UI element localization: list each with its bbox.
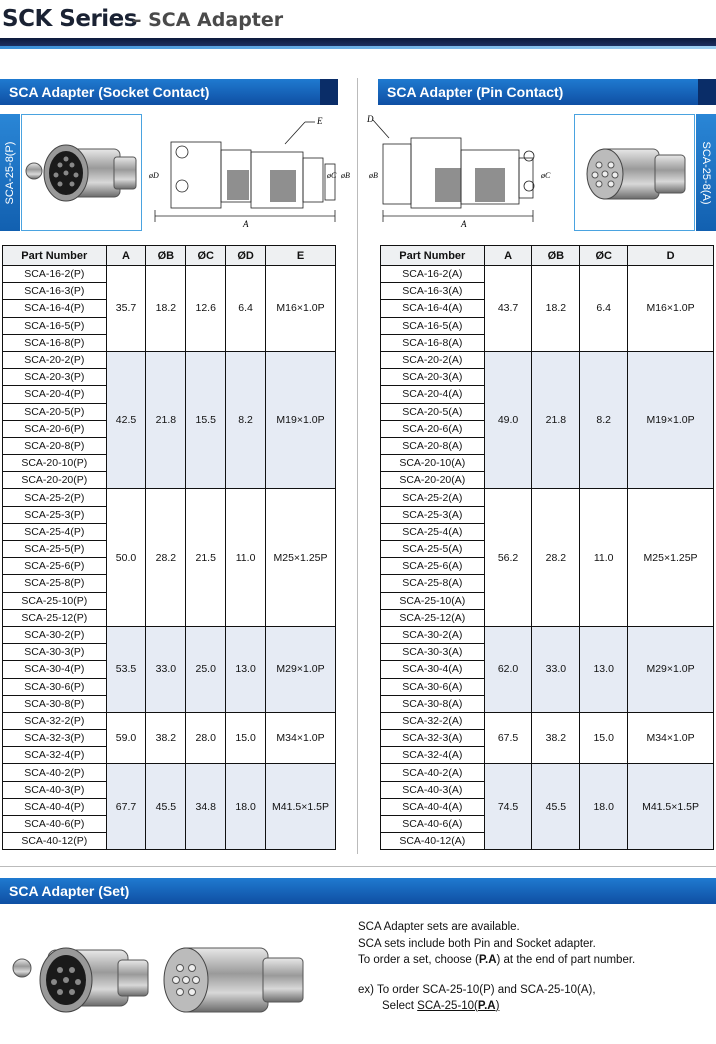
table-row [381,712,714,729]
table-row [381,626,714,643]
part-number-cell: SCA-30-2(P) [3,626,107,643]
part-number-cell: SCA-30-8(A) [381,695,485,712]
part-number-cell: SCA-20-6(P) [3,420,107,437]
part-number-cell: SCA-30-6(A) [381,678,485,695]
part-number-cell: SCA-20-20(P) [3,472,107,489]
spec-value-c: 18.0 [580,764,628,850]
socket-table-header [3,246,336,266]
dim-label-d: øD [149,171,159,180]
socket-section-title [0,79,338,105]
spec-value-d: 8.2 [226,351,266,489]
set-line-3-code: P.A [478,954,497,966]
spec-value-a: 56.2 [484,489,532,627]
spec-value-b: 21.8 [532,351,580,489]
spec-value-c: 28.0 [186,712,226,764]
socket-title-text: SCA Adapter (Socket Contact) [9,84,210,100]
spec-value-a: 62.0 [484,626,532,712]
table-row [381,351,714,368]
spec-value-a: 67.5 [484,712,532,764]
part-number-cell: SCA-20-8(P) [3,437,107,454]
socket-drawing-svg [145,112,355,232]
part-number-cell: SCA-20-3(A) [381,369,485,386]
part-number-cell: SCA-40-3(P) [3,781,107,798]
column-header: ØB [532,246,580,266]
dim-label-b: øB [369,171,378,180]
part-number-cell: SCA-25-3(A) [381,506,485,523]
column-divider [357,78,358,854]
header-bar [0,38,716,46]
part-number-cell: SCA-20-6(A) [381,420,485,437]
spec-value-c: 15.5 [186,351,226,489]
socket-adapter-image [22,115,142,231]
title-accent [698,79,716,105]
spec-value-c: 34.8 [186,764,226,850]
dim-label-b: øB [341,171,350,180]
part-number-cell: SCA-32-2(A) [381,712,485,729]
part-number-cell: SCA-32-2(P) [3,712,107,729]
part-number-cell: SCA-16-3(A) [381,283,485,300]
pin-table-header [381,246,714,266]
spec-value-d: M25×1.25P [628,489,714,627]
part-number-cell: SCA-30-3(P) [3,644,107,661]
socket-side-label-text: SCA-25-8(P) [4,141,16,204]
set-line-3-pre: To order a set, choose ( [358,954,479,966]
part-number-cell: SCA-30-6(P) [3,678,107,695]
dim-label-a: A [461,219,467,229]
part-number-cell: SCA-40-4(A) [381,798,485,815]
spec-value-a: 42.5 [106,351,146,489]
pin-spec-table [380,245,714,850]
part-number-cell: SCA-32-3(A) [381,730,485,747]
spec-value-d: M29×1.0P [628,626,714,712]
part-number-cell: SCA-30-4(A) [381,661,485,678]
part-number-cell: SCA-25-12(P) [3,609,107,626]
set-example-part-close: ) [495,1000,500,1012]
part-number-cell: SCA-16-4(A) [381,300,485,317]
column-header: ØD [226,246,266,266]
dim-label-a: A [243,219,249,229]
spec-value-b: 38.2 [532,712,580,764]
column-header: Part Number [3,246,107,266]
part-number-cell: SCA-40-2(P) [3,764,107,781]
set-description [358,919,635,1015]
set-line-3-post: ) at the end of part number. [496,954,636,966]
spec-value-e: M25×1.25P [266,489,336,627]
table-row [3,351,336,368]
spec-value-c: 15.0 [580,712,628,764]
set-example-part-base: SCA-25-10( [417,1000,478,1012]
part-number-cell: SCA-16-5(A) [381,317,485,334]
part-number-cell: SCA-16-2(A) [381,266,485,283]
part-number-cell: SCA-25-4(A) [381,523,485,540]
pin-title-text: SCA Adapter (Pin Contact) [387,84,564,100]
part-number-cell: SCA-25-12(A) [381,609,485,626]
spec-value-e: M16×1.0P [266,266,336,352]
spec-value-d: 11.0 [226,489,266,627]
table-row [3,626,336,643]
column-header: D [628,246,714,266]
pin-section-title [378,79,716,105]
spec-value-d: M16×1.0P [628,266,714,352]
series-subtitle: – SCA Adapter [132,9,284,31]
part-number-cell: SCA-30-3(A) [381,644,485,661]
section-divider [0,866,716,867]
part-number-cell: SCA-16-2(P) [3,266,107,283]
spec-value-d: 6.4 [226,266,266,352]
column-header: ØB [146,246,186,266]
part-number-cell: SCA-25-4(P) [3,523,107,540]
part-number-cell: SCA-20-4(A) [381,386,485,403]
part-number-cell: SCA-20-20(A) [381,472,485,489]
spec-value-a: 53.5 [106,626,146,712]
part-number-cell: SCA-25-10(A) [381,592,485,609]
spec-value-b: 28.2 [532,489,580,627]
spec-value-c: 8.2 [580,351,628,489]
part-number-cell: SCA-20-3(P) [3,369,107,386]
part-number-cell: SCA-16-4(P) [3,300,107,317]
spec-value-d: M34×1.0P [628,712,714,764]
part-number-cell: SCA-25-8(A) [381,575,485,592]
part-number-cell: SCA-20-2(A) [381,351,485,368]
part-number-cell: SCA-40-4(P) [3,798,107,815]
pin-side-label-text: SCA-25-8(A) [700,141,712,204]
set-title-text: SCA Adapter (Set) [9,883,130,899]
spec-value-a: 43.7 [484,266,532,352]
spec-value-b: 33.0 [532,626,580,712]
spec-value-a: 67.7 [106,764,146,850]
pin-drawing-svg [365,112,565,232]
pin-adapter-image [575,115,695,231]
column-header: ØC [580,246,628,266]
part-number-cell: SCA-25-6(P) [3,558,107,575]
spec-value-d: M41.5×1.5P [628,764,714,850]
spec-value-e: M29×1.0P [266,626,336,712]
spec-value-b: 45.5 [146,764,186,850]
part-number-cell: SCA-16-8(A) [381,334,485,351]
column-header: A [106,246,146,266]
spec-value-d: 18.0 [226,764,266,850]
spec-value-c: 11.0 [580,489,628,627]
spec-value-b: 21.8 [146,351,186,489]
part-number-cell: SCA-25-2(P) [3,489,107,506]
spec-value-a: 59.0 [106,712,146,764]
spec-value-c: 13.0 [580,626,628,712]
socket-dimension-drawing [145,112,355,232]
part-number-cell: SCA-40-6(A) [381,816,485,833]
part-number-cell: SCA-40-3(A) [381,781,485,798]
part-number-cell: SCA-20-5(A) [381,403,485,420]
part-number-cell: SCA-32-4(A) [381,747,485,764]
spec-value-c: 12.6 [186,266,226,352]
dim-label-c: øC [327,171,337,180]
pin-photo [574,114,695,231]
spec-value-e: M34×1.0P [266,712,336,764]
part-number-cell: SCA-40-6(P) [3,816,107,833]
spec-value-d: 13.0 [226,626,266,712]
part-number-cell: SCA-16-5(P) [3,317,107,334]
socket-photo [21,114,142,231]
table-row [3,712,336,729]
set-section-title [0,878,716,904]
part-number-cell: SCA-25-2(A) [381,489,485,506]
part-number-cell: SCA-32-3(P) [3,730,107,747]
spec-value-d: 15.0 [226,712,266,764]
column-header: E [266,246,336,266]
column-header: Part Number [381,246,485,266]
spec-value-a: 50.0 [106,489,146,627]
spec-value-a: 49.0 [484,351,532,489]
spec-value-b: 28.2 [146,489,186,627]
part-number-cell: SCA-40-2(A) [381,764,485,781]
part-number-cell: SCA-20-10(P) [3,455,107,472]
part-number-cell: SCA-20-4(P) [3,386,107,403]
part-number-cell: SCA-25-10(P) [3,592,107,609]
set-line-2: SCA sets include both Pin and Socket adapter. [358,937,596,950]
title-accent [320,79,338,105]
part-number-cell: SCA-25-5(A) [381,541,485,558]
table-row [3,764,336,781]
set-example-select: Select [382,1000,418,1012]
pin-side-label [696,114,716,231]
spec-value-b: 45.5 [532,764,580,850]
spec-value-d: M19×1.0P [628,351,714,489]
part-number-cell: SCA-30-8(P) [3,695,107,712]
part-number-cell: SCA-40-12(A) [381,833,485,850]
spec-value-a: 74.5 [484,764,532,850]
table-row [3,266,336,283]
column-header: A [484,246,532,266]
spec-value-c: 6.4 [580,266,628,352]
part-number-cell: SCA-16-8(P) [3,334,107,351]
set-adapters-image [8,920,348,1038]
part-number-cell: SCA-25-6(A) [381,558,485,575]
spec-value-b: 33.0 [146,626,186,712]
spec-value-c: 21.5 [186,489,226,627]
part-number-cell: SCA-25-8(P) [3,575,107,592]
dim-label-d: D [367,114,374,124]
spec-value-b: 18.2 [146,266,186,352]
set-line-1: SCA Adapter sets are available. [358,921,520,933]
set-photo [8,920,348,1038]
page-header [0,0,716,48]
column-header: ØC [186,246,226,266]
table-row [3,489,336,506]
series-title: SCK Series [2,6,137,32]
set-example-part [417,1000,499,1012]
part-number-cell: SCA-25-3(P) [3,506,107,523]
set-line-3 [358,952,635,969]
spec-value-c: 25.0 [186,626,226,712]
part-number-cell: SCA-30-4(P) [3,661,107,678]
spec-value-b: 18.2 [532,266,580,352]
pin-dimension-drawing [365,112,565,232]
part-number-cell: SCA-32-4(P) [3,747,107,764]
dim-label-c: øC [541,171,551,180]
part-number-cell: SCA-20-2(P) [3,351,107,368]
socket-spec-table [2,245,336,850]
part-number-cell: SCA-20-8(A) [381,437,485,454]
spec-value-e: M19×1.0P [266,351,336,489]
set-example-2 [358,998,635,1015]
part-number-cell: SCA-20-10(A) [381,455,485,472]
part-number-cell: SCA-20-5(P) [3,403,107,420]
socket-side-label [0,114,20,231]
set-example-part-code: P.A [477,1000,496,1012]
table-row [381,266,714,283]
header-accent-bar [0,46,716,49]
dim-label-e: E [317,116,323,126]
set-example-1: ex) To order SCA-25-10(P) and SCA-25-10(A), [358,983,596,996]
spec-value-a: 35.7 [106,266,146,352]
table-row [381,764,714,781]
table-row [381,489,714,506]
spec-value-b: 38.2 [146,712,186,764]
part-number-cell: SCA-25-5(P) [3,541,107,558]
part-number-cell: SCA-40-12(P) [3,833,107,850]
part-number-cell: SCA-16-3(P) [3,283,107,300]
spec-value-e: M41.5×1.5P [266,764,336,850]
part-number-cell: SCA-30-2(A) [381,626,485,643]
